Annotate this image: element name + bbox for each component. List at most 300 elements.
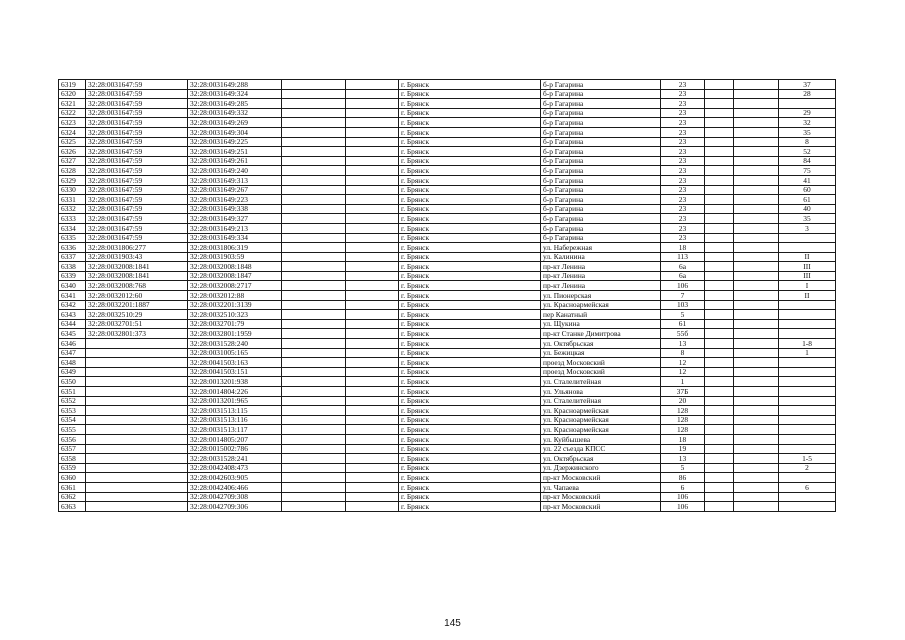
premises-number-cell: 1 <box>779 348 836 358</box>
row-number-cell: 6321 <box>59 99 86 109</box>
premises-number-cell <box>779 396 836 406</box>
row-number-cell: 6327 <box>59 156 86 166</box>
parent-cadastral-number-cell <box>86 348 188 358</box>
cadastral-number-cell: 32:28:0031649:338 <box>188 204 282 214</box>
blank-column-3-cell <box>705 262 734 272</box>
premises-number-cell: 60 <box>779 185 836 195</box>
table-row <box>59 243 836 253</box>
row-number-cell: 6349 <box>59 367 86 377</box>
city-cell: г. Брянск <box>399 425 541 435</box>
blank-column-3-cell <box>705 118 734 128</box>
cadastral-number-cell: 32:28:0032201:3139 <box>188 300 282 310</box>
blank-column-2-cell <box>346 358 399 368</box>
table-row <box>59 473 836 483</box>
blank-column-1-cell <box>282 233 346 243</box>
row-number-cell: 6341 <box>59 291 86 301</box>
cadastral-number-cell: 32:28:0032801:1959 <box>188 329 282 339</box>
blank-column-1-cell <box>282 377 346 387</box>
premises-number-cell <box>779 358 836 368</box>
street-cell: ул. 22 съезда КПСС <box>541 444 661 454</box>
street-cell: ул. Красноармейская <box>541 415 661 425</box>
house-number-cell: 20 <box>661 396 705 406</box>
house-number-cell: 128 <box>661 406 705 416</box>
street-cell: б-р Гагарина <box>541 108 661 118</box>
blank-column-2-cell <box>346 367 399 377</box>
blank-column-2-cell <box>346 444 399 454</box>
city-cell: г. Брянск <box>399 502 541 512</box>
cadastral-number-cell: 32:28:0031649:285 <box>188 99 282 109</box>
house-number-cell: 23 <box>661 99 705 109</box>
house-number-cell: 18 <box>661 434 705 444</box>
blank-column-1-cell <box>282 396 346 406</box>
city-cell: г. Брянск <box>399 310 541 320</box>
row-number-cell: 6338 <box>59 262 86 272</box>
house-number-cell: 5 <box>661 310 705 320</box>
blank-column-3-cell <box>705 166 734 176</box>
table-row <box>59 147 836 157</box>
row-number-cell: 6348 <box>59 358 86 368</box>
house-number-cell: 61 <box>661 319 705 329</box>
cadastral-number-cell: 32:28:0041503:163 <box>188 358 282 368</box>
city-cell: г. Брянск <box>399 319 541 329</box>
city-cell: г. Брянск <box>399 482 541 492</box>
blank-column-3-cell <box>705 300 734 310</box>
blank-column-4-cell <box>734 80 779 90</box>
row-number-cell: 6342 <box>59 300 86 310</box>
premises-number-cell: 35 <box>779 127 836 137</box>
city-cell: г. Брянск <box>399 156 541 166</box>
street-cell: б-р Гагарина <box>541 89 661 99</box>
city-cell: г. Брянск <box>399 233 541 243</box>
blank-column-3-cell <box>705 291 734 301</box>
street-cell: б-р Гагарина <box>541 166 661 176</box>
table-row <box>59 262 836 272</box>
premises-number-cell <box>779 377 836 387</box>
premises-number-cell: 84 <box>779 156 836 166</box>
city-cell: г. Брянск <box>399 358 541 368</box>
blank-column-3-cell <box>705 406 734 416</box>
blank-column-3-cell <box>705 127 734 137</box>
cadastral-number-cell: 32:28:0032701:79 <box>188 319 282 329</box>
parent-cadastral-number-cell: 32:28:0032008:1841 <box>86 271 188 281</box>
blank-column-4-cell <box>734 310 779 320</box>
blank-column-2-cell <box>346 425 399 435</box>
blank-column-1-cell <box>282 463 346 473</box>
blank-column-1-cell <box>282 300 346 310</box>
parent-cadastral-number-cell <box>86 415 188 425</box>
premises-number-cell <box>779 425 836 435</box>
parent-cadastral-number-cell: 32:28:0031647:59 <box>86 99 188 109</box>
premises-number-cell: 41 <box>779 175 836 185</box>
blank-column-2-cell <box>346 502 399 512</box>
blank-column-1-cell <box>282 387 346 397</box>
blank-column-4-cell <box>734 89 779 99</box>
parent-cadastral-number-cell: 32:28:0031806:277 <box>86 243 188 253</box>
cadastral-number-cell: 32:28:0031649:261 <box>188 156 282 166</box>
blank-column-1-cell <box>282 137 346 147</box>
street-cell: б-р Гагарина <box>541 214 661 224</box>
house-number-cell: 128 <box>661 415 705 425</box>
blank-column-4-cell <box>734 492 779 502</box>
street-cell: б-р Гагарина <box>541 80 661 90</box>
premises-number-cell <box>779 233 836 243</box>
street-cell: б-р Гагарина <box>541 127 661 137</box>
blank-column-3-cell <box>705 329 734 339</box>
table-row <box>59 108 836 118</box>
cadastral-number-cell: 32:28:0031528:241 <box>188 454 282 464</box>
street-cell: б-р Гагарина <box>541 223 661 233</box>
blank-column-1-cell <box>282 156 346 166</box>
parent-cadastral-number-cell <box>86 339 188 349</box>
street-cell: ул. Красноармейская <box>541 300 661 310</box>
blank-column-3-cell <box>705 454 734 464</box>
cadastral-number-cell: 32:28:0032008:2717 <box>188 281 282 291</box>
blank-column-2-cell <box>346 271 399 281</box>
house-number-cell: 86 <box>661 473 705 483</box>
blank-column-4-cell <box>734 463 779 473</box>
street-cell: пр-кт Московский <box>541 502 661 512</box>
blank-column-4-cell <box>734 415 779 425</box>
row-number-cell: 6343 <box>59 310 86 320</box>
blank-column-1-cell <box>282 482 346 492</box>
blank-column-4-cell <box>734 482 779 492</box>
street-cell: ул. Пионерская <box>541 291 661 301</box>
cadastral-number-cell: 32:28:0031513:117 <box>188 425 282 435</box>
blank-column-4-cell <box>734 281 779 291</box>
blank-column-3-cell <box>705 473 734 483</box>
table-row <box>59 339 836 349</box>
city-cell: г. Брянск <box>399 444 541 454</box>
premises-number-cell: 35 <box>779 214 836 224</box>
blank-column-1-cell <box>282 454 346 464</box>
city-cell: г. Брянск <box>399 339 541 349</box>
city-cell: г. Брянск <box>399 367 541 377</box>
parent-cadastral-number-cell: 32:28:0032510:29 <box>86 310 188 320</box>
table-row <box>59 252 836 262</box>
blank-column-2-cell <box>346 473 399 483</box>
blank-column-3-cell <box>705 444 734 454</box>
premises-number-cell: 40 <box>779 204 836 214</box>
blank-column-3-cell <box>705 108 734 118</box>
premises-number-cell <box>779 387 836 397</box>
parent-cadastral-number-cell: 32:28:0031647:59 <box>86 204 188 214</box>
blank-column-1-cell <box>282 185 346 195</box>
premises-number-cell <box>779 415 836 425</box>
cadastral-number-cell: 32:28:0031649:334 <box>188 233 282 243</box>
premises-number-cell: 37 <box>779 80 836 90</box>
city-cell: г. Брянск <box>399 396 541 406</box>
premises-number-cell: III <box>779 262 836 272</box>
premises-number-cell <box>779 99 836 109</box>
table-row <box>59 502 836 512</box>
row-number-cell: 6363 <box>59 502 86 512</box>
blank-column-3-cell <box>705 137 734 147</box>
street-cell: проезд Московский <box>541 358 661 368</box>
blank-column-4-cell <box>734 271 779 281</box>
table-row <box>59 300 836 310</box>
house-number-cell: 23 <box>661 175 705 185</box>
parent-cadastral-number-cell: 32:28:0032701:51 <box>86 319 188 329</box>
parent-cadastral-number-cell <box>86 377 188 387</box>
blank-column-3-cell <box>705 223 734 233</box>
table-row <box>59 99 836 109</box>
city-cell: г. Брянск <box>399 406 541 416</box>
cadastral-number-cell: 32:28:0031649:324 <box>188 89 282 99</box>
blank-column-2-cell <box>346 406 399 416</box>
cadastral-number-cell: 32:28:0042408:473 <box>188 463 282 473</box>
blank-column-1-cell <box>282 348 346 358</box>
house-number-cell: 23 <box>661 185 705 195</box>
street-cell: пр-кт Ленина <box>541 262 661 272</box>
cadastral-number-cell: 32:28:0031649:332 <box>188 108 282 118</box>
parent-cadastral-number-cell: 32:28:0032008:768 <box>86 281 188 291</box>
blank-column-1-cell <box>282 108 346 118</box>
parent-cadastral-number-cell: 32:28:0032008:1841 <box>86 262 188 272</box>
street-cell: ул. Калинина <box>541 252 661 262</box>
row-number-cell: 6359 <box>59 463 86 473</box>
blank-column-4-cell <box>734 444 779 454</box>
table-row <box>59 319 836 329</box>
blank-column-2-cell <box>346 147 399 157</box>
blank-column-2-cell <box>346 329 399 339</box>
table-row <box>59 358 836 368</box>
parent-cadastral-number-cell: 32:28:0031647:59 <box>86 185 188 195</box>
row-number-cell: 6335 <box>59 233 86 243</box>
cadastral-number-cell: 32:28:0015002:786 <box>188 444 282 454</box>
house-number-cell: 7 <box>661 291 705 301</box>
blank-column-1-cell <box>282 147 346 157</box>
blank-column-4-cell <box>734 99 779 109</box>
blank-column-3-cell <box>705 377 734 387</box>
street-cell: б-р Гагарина <box>541 99 661 109</box>
blank-column-2-cell <box>346 127 399 137</box>
blank-column-1-cell <box>282 214 346 224</box>
table-row <box>59 396 836 406</box>
parent-cadastral-number-cell: 32:28:0032801:373 <box>86 329 188 339</box>
blank-column-3-cell <box>705 89 734 99</box>
table-row <box>59 127 836 137</box>
blank-column-1-cell <box>282 339 346 349</box>
cadastral-number-cell: 32:28:0041503:151 <box>188 367 282 377</box>
blank-column-3-cell <box>705 367 734 377</box>
blank-column-4-cell <box>734 118 779 128</box>
street-cell: пр-кт Московский <box>541 492 661 502</box>
blank-column-4-cell <box>734 387 779 397</box>
table-row <box>59 291 836 301</box>
table-row <box>59 406 836 416</box>
premises-number-cell <box>779 444 836 454</box>
blank-column-2-cell <box>346 262 399 272</box>
table-row <box>59 185 836 195</box>
blank-column-2-cell <box>346 300 399 310</box>
premises-number-cell <box>779 406 836 416</box>
blank-column-2-cell <box>346 233 399 243</box>
register-table <box>58 79 836 512</box>
blank-column-2-cell <box>346 492 399 502</box>
house-number-cell: 106 <box>661 502 705 512</box>
cadastral-number-cell: 32:28:0042709:306 <box>188 502 282 512</box>
blank-column-4-cell <box>734 252 779 262</box>
row-number-cell: 6361 <box>59 482 86 492</box>
blank-column-1-cell <box>282 243 346 253</box>
parent-cadastral-number-cell: 32:28:0031647:59 <box>86 118 188 128</box>
blank-column-2-cell <box>346 195 399 205</box>
parent-cadastral-number-cell <box>86 492 188 502</box>
blank-column-2-cell <box>346 89 399 99</box>
blank-column-2-cell <box>346 243 399 253</box>
house-number-cell: 6 <box>661 482 705 492</box>
city-cell: г. Брянск <box>399 454 541 464</box>
street-cell: ул. Куйбышева <box>541 434 661 444</box>
blank-column-1-cell <box>282 195 346 205</box>
blank-column-3-cell <box>705 502 734 512</box>
register-table-body <box>59 80 836 512</box>
city-cell: г. Брянск <box>399 185 541 195</box>
row-number-cell: 6324 <box>59 127 86 137</box>
page-number: 145 <box>444 618 461 629</box>
house-number-cell: 23 <box>661 223 705 233</box>
row-number-cell: 6344 <box>59 319 86 329</box>
parent-cadastral-number-cell <box>86 358 188 368</box>
blank-column-2-cell <box>346 80 399 90</box>
row-number-cell: 6345 <box>59 329 86 339</box>
table-row <box>59 377 836 387</box>
blank-column-3-cell <box>705 319 734 329</box>
blank-column-3-cell <box>705 310 734 320</box>
blank-column-4-cell <box>734 406 779 416</box>
blank-column-4-cell <box>734 223 779 233</box>
blank-column-1-cell <box>282 166 346 176</box>
parent-cadastral-number-cell: 32:28:0031647:59 <box>86 214 188 224</box>
premises-number-cell: 32 <box>779 118 836 128</box>
house-number-cell: 18 <box>661 243 705 253</box>
parent-cadastral-number-cell: 32:28:0031647:59 <box>86 233 188 243</box>
city-cell: г. Брянск <box>399 175 541 185</box>
premises-number-cell: 28 <box>779 89 836 99</box>
house-number-cell: 23 <box>661 80 705 90</box>
city-cell: г. Брянск <box>399 89 541 99</box>
city-cell: г. Брянск <box>399 463 541 473</box>
premises-number-cell: 1-8 <box>779 339 836 349</box>
parent-cadastral-number-cell: 32:28:0031647:59 <box>86 127 188 137</box>
city-cell: г. Брянск <box>399 118 541 128</box>
city-cell: г. Брянск <box>399 329 541 339</box>
blank-column-3-cell <box>705 434 734 444</box>
parent-cadastral-number-cell <box>86 406 188 416</box>
table-row <box>59 425 836 435</box>
street-cell: б-р Гагарина <box>541 233 661 243</box>
house-number-cell: 13 <box>661 339 705 349</box>
street-cell: ул. Бежицкая <box>541 348 661 358</box>
house-number-cell: 23 <box>661 89 705 99</box>
blank-column-2-cell <box>346 166 399 176</box>
street-cell: ул. Октябрьская <box>541 454 661 464</box>
blank-column-4-cell <box>734 358 779 368</box>
house-number-cell: 23 <box>661 137 705 147</box>
blank-column-1-cell <box>282 434 346 444</box>
blank-column-4-cell <box>734 127 779 137</box>
blank-column-2-cell <box>346 118 399 128</box>
row-number-cell: 6351 <box>59 387 86 397</box>
row-number-cell: 6325 <box>59 137 86 147</box>
blank-column-4-cell <box>734 204 779 214</box>
cadastral-number-cell: 32:28:0031528:240 <box>188 339 282 349</box>
premises-number-cell: 52 <box>779 147 836 157</box>
house-number-cell: 23 <box>661 233 705 243</box>
blank-column-3-cell <box>705 492 734 502</box>
blank-column-1-cell <box>282 444 346 454</box>
blank-column-4-cell <box>734 425 779 435</box>
cadastral-number-cell: 32:28:0031649:251 <box>188 147 282 157</box>
blank-column-1-cell <box>282 502 346 512</box>
table-row <box>59 195 836 205</box>
blank-column-4-cell <box>734 502 779 512</box>
parent-cadastral-number-cell <box>86 367 188 377</box>
blank-column-4-cell <box>734 195 779 205</box>
cadastral-number-cell: 32:28:0031649:267 <box>188 185 282 195</box>
blank-column-3-cell <box>705 204 734 214</box>
street-cell: ул. Красноармейская <box>541 425 661 435</box>
parent-cadastral-number-cell: 32:28:0031903:43 <box>86 252 188 262</box>
table-row <box>59 482 836 492</box>
blank-column-1-cell <box>282 291 346 301</box>
city-cell: г. Брянск <box>399 195 541 205</box>
row-number-cell: 6362 <box>59 492 86 502</box>
cadastral-number-cell: 32:28:0042709:308 <box>188 492 282 502</box>
cadastral-number-cell: 32:28:0031649:288 <box>188 80 282 90</box>
blank-column-1-cell <box>282 252 346 262</box>
cadastral-number-cell: 32:28:0031649:304 <box>188 127 282 137</box>
row-number-cell: 6360 <box>59 473 86 483</box>
parent-cadastral-number-cell: 32:28:0031647:59 <box>86 147 188 157</box>
blank-column-3-cell <box>705 425 734 435</box>
blank-column-2-cell <box>346 377 399 387</box>
blank-column-1-cell <box>282 310 346 320</box>
blank-column-4-cell <box>734 156 779 166</box>
house-number-cell: 5 <box>661 463 705 473</box>
table-row <box>59 118 836 128</box>
parent-cadastral-number-cell <box>86 444 188 454</box>
blank-column-1-cell <box>282 271 346 281</box>
city-cell: г. Брянск <box>399 166 541 176</box>
blank-column-2-cell <box>346 99 399 109</box>
parent-cadastral-number-cell: 32:28:0031647:59 <box>86 175 188 185</box>
parent-cadastral-number-cell: 32:28:0031647:59 <box>86 108 188 118</box>
house-number-cell: 23 <box>661 214 705 224</box>
parent-cadastral-number-cell <box>86 463 188 473</box>
row-number-cell: 6331 <box>59 195 86 205</box>
row-number-cell: 6330 <box>59 185 86 195</box>
parent-cadastral-number-cell: 32:28:0031647:59 <box>86 137 188 147</box>
blank-column-2-cell <box>346 348 399 358</box>
street-cell: ул. Набережная <box>541 243 661 253</box>
table-row <box>59 434 836 444</box>
parent-cadastral-number-cell <box>86 473 188 483</box>
blank-column-1-cell <box>282 406 346 416</box>
street-cell: б-р Гагарина <box>541 118 661 128</box>
premises-number-cell <box>779 434 836 444</box>
blank-column-3-cell <box>705 339 734 349</box>
parent-cadastral-number-cell <box>86 425 188 435</box>
blank-column-4-cell <box>734 377 779 387</box>
premises-number-cell <box>779 243 836 253</box>
parent-cadastral-number-cell: 32:28:0031647:59 <box>86 166 188 176</box>
premises-number-cell: 1-5 <box>779 454 836 464</box>
city-cell: г. Брянск <box>399 281 541 291</box>
street-cell: б-р Гагарина <box>541 137 661 147</box>
cadastral-number-cell: 32:28:0031513:116 <box>188 415 282 425</box>
blank-column-4-cell <box>734 367 779 377</box>
